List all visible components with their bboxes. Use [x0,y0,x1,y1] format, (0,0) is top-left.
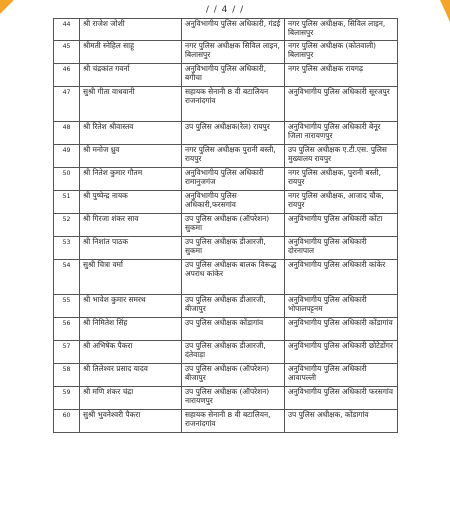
serial-number-cell: 45 [54,41,80,64]
new-posting-cell: अनुविभागीय पुलिस अधिकारी फरसगांव [285,387,398,410]
officer-name-cell: सुश्री भुवनेश्वरी पैकरा [80,410,182,433]
new-posting-cell: अनुविभागीय पुलिस अधिकारी कोंटा [285,214,398,237]
table-row [54,318,398,341]
new-posting-cell: नगर पुलिस अधीक्षक रायगढ़ [285,64,398,87]
table-row [54,191,398,214]
new-posting-cell: अनुविभागीय पुलिस अधिकारी बेनूर जिला नारायणपुर [285,122,398,145]
new-posting-cell: नगर पुलिस अधीक्षक, पुरानी बस्ती, रायपुर [285,168,398,191]
serial-number-cell: 49 [54,145,80,168]
current-posting-cell: अनुविभागीय पुलिस अधिकारी रामानुजगंज [182,168,285,191]
officer-name-cell: श्री पुष्पेन्द्र नायक [80,191,182,214]
table-row [54,214,398,237]
officer-name-cell: श्री चंद्रकांत गवर्ना [80,64,182,87]
new-posting-cell: अनुविभागीय पुलिस अधिकारी आवापल्ली [285,364,398,387]
serial-number-cell: 47 [54,87,80,122]
current-posting-cell: अनुविभागीय पुलिस अधिकारी, गंडई [182,19,285,41]
current-posting-cell: उप पुलिस अधीक्षक (ऑपरेशन) नारायणपुर [182,387,285,410]
officer-name-cell: श्री तिलेश्वर प्रसाद यादव [80,364,182,387]
officer-name-cell: श्री अभिषेक पैकरा [80,341,182,364]
current-posting-cell: उप पुलिस अधीक्षक डीआरजी, सुकमा [182,237,285,260]
officer-name-cell: श्री राजेश जोशी [80,19,182,41]
current-posting-cell: सहायक सेनानी 8 वी बटालियन राजनांदगांव [182,87,285,122]
new-posting-cell: अनुविभागीय पुलिस अधिकारी सूरजपुर [285,87,398,122]
serial-number-cell: 60 [54,410,80,433]
table-row [54,168,398,191]
serial-number-cell: 53 [54,237,80,260]
serial-number-cell: 55 [54,295,80,318]
serial-number-cell: 57 [54,341,80,364]
table-row [54,341,398,364]
new-posting-cell: अनुविभागीय पुलिस अधिकारी भोपालपट्टनम [285,295,398,318]
transfer-list-table [53,18,398,433]
table-row [54,64,398,87]
serial-number-cell: 44 [54,19,80,41]
current-posting-cell: उप पुलिस अधीक्षक (ऑपरेशन) बीजापुर [182,364,285,387]
table-row [54,237,398,260]
serial-number-cell: 58 [54,364,80,387]
current-posting-cell: उप पुलिस अधीक्षक डीआरजी, दंतेवाड़ा [182,341,285,364]
table-row [54,260,398,295]
table-row [54,122,398,145]
page-number: / / 4 / / [205,5,245,15]
table-row [54,410,398,433]
serial-number-cell: 51 [54,191,80,214]
current-posting-cell: अनुविभागीय पुलिस अधिकारी, बगीचा [182,64,285,87]
new-posting-cell: नगर पुलिस अधीक्षक, सिविल लाइन, बिलासपुर [285,19,398,41]
officer-name-cell: श्री मणि शंकर चंद्रा [80,387,182,410]
table-row [54,364,398,387]
serial-number-cell: 54 [54,260,80,295]
new-posting-cell: अनुविभागीय पुलिस अधिकारी छोटेडोंगर [285,341,398,364]
current-posting-cell: अनुविभागीय पुलिस अधिकारी,फरसगांव [182,191,285,214]
current-posting-cell: नगर पुलिस अधीक्षक पुरानी बस्ती, रायपुर [182,145,285,168]
current-posting-cell: उप पुलिस अधीक्षक डीआरजी, बीजापुर [182,295,285,318]
serial-number-cell: 48 [54,122,80,145]
table-row [54,87,398,122]
officer-name-cell: श्री नितेश कुमार गौतम [80,168,182,191]
serial-number-cell: 52 [54,214,80,237]
serial-number-cell: 46 [54,64,80,87]
serial-number-cell: 56 [54,318,80,341]
officer-name-cell: सुश्री गीता वाधवानी [80,87,182,122]
current-posting-cell: सहायक सेनानी 8 वी बटालियन, राजनांदगांव [182,410,285,433]
new-posting-cell: उप पुलिस अधीक्षक ए.टी.एस. पुलिस मुख्यालय रायपुर [285,145,398,168]
serial-number-cell: 59 [54,387,80,410]
current-posting-cell: उप पुलिस अधीक्षक(रेल) रायपुर [182,122,285,145]
new-posting-cell: उप पुलिस अधीक्षक, कोंडागांव [285,410,398,433]
current-posting-cell: उप पुलिस अधीक्षक कोंडागांव [182,318,285,341]
new-posting-cell: नगर पुलिस अधीक्षक, आजाद चौक, रायपुर [285,191,398,214]
current-posting-cell: उप पुलिस अधीक्षक (ऑपरेशन) सुकमा [182,214,285,237]
officer-name-cell: श्री गिरजा शंकर साव [80,214,182,237]
table-row [54,19,398,41]
table-row [54,387,398,410]
officer-name-cell: श्रीमती स्नेहिल साहू [80,41,182,64]
serial-number-cell: 50 [54,168,80,191]
new-posting-cell: अनुविभागीय पुलिस अधिकारी दोरनापाल [285,237,398,260]
current-posting-cell: नगर पुलिस अधीक्षक सिविल लाइन, बिलासपुर [182,41,285,64]
table-body [54,19,398,433]
officer-name-cell: श्री निशांत पाठक [80,237,182,260]
table-row [54,41,398,64]
new-posting-cell: अनुविभागीय पुलिस अधिकारी कोंडागांव [285,318,398,341]
current-posting-cell: उप पुलिस अधीक्षक बालक विरूद्ध अपराध कांकेर [182,260,285,295]
new-posting-cell: नगर पुलिस अधीक्षक (कोतवाली) बिलासपुर [285,41,398,64]
table-row [54,295,398,318]
new-posting-cell: अनुविभागीय पुलिस अधिकारी कांकेर [285,260,398,295]
officer-name-cell: श्री भावेश कुमार समरथ [80,295,182,318]
officer-name-cell: श्री मनोज ध्रुव [80,145,182,168]
officer-name-cell: सुश्री चित्रा वर्मा [80,260,182,295]
officer-name-cell: श्री रितेश श्रीवास्तव [80,122,182,145]
table-row [54,145,398,168]
officer-name-cell: श्री निमितेश सिंह [80,318,182,341]
